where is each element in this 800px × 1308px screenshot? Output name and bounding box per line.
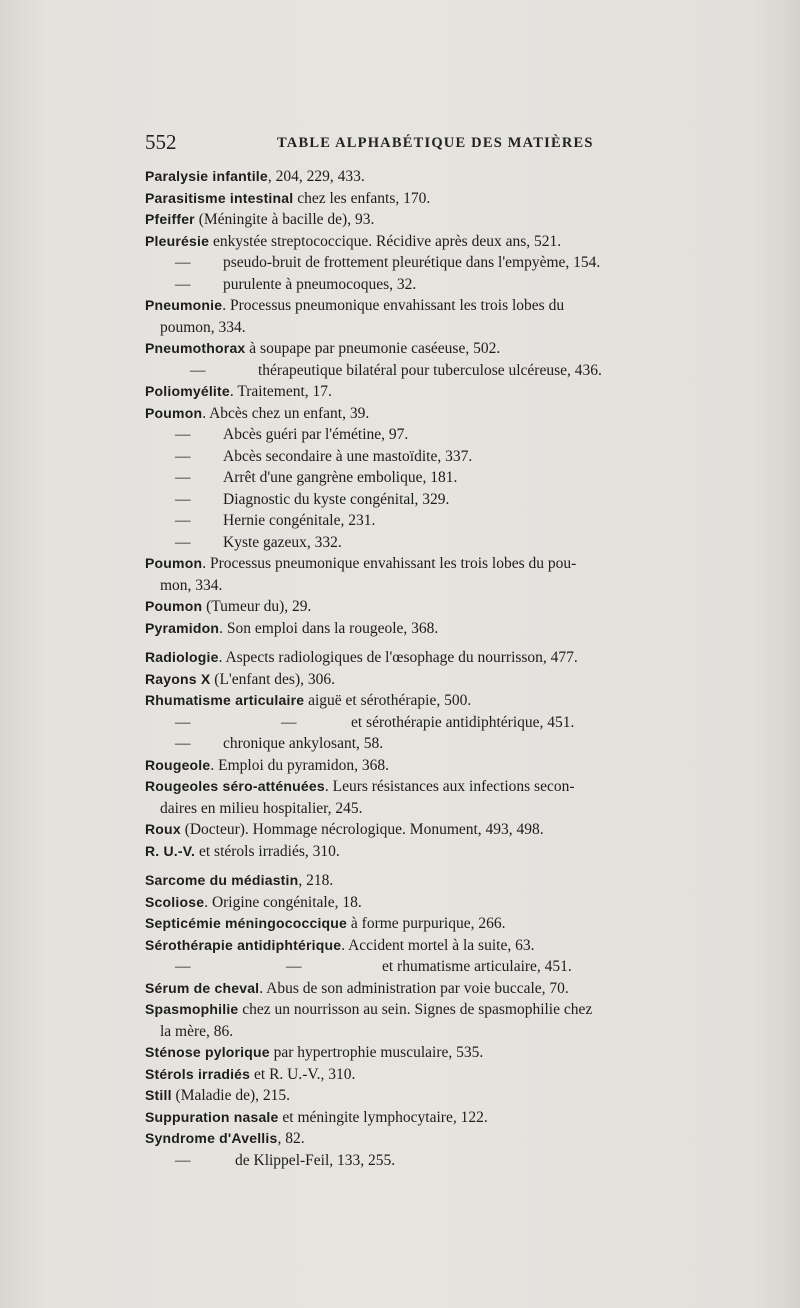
entry-text: Abcès guéri par l'émétine, 97. [223,426,409,443]
entry-keyword: Stérols irradiés [145,1065,251,1082]
entry-text: à soupape par pneumonie caséeuse, 502. [245,340,501,357]
index-entry [0,1128,800,1150]
index-entry [0,1107,800,1129]
entry-keyword: Rayons X [145,670,211,687]
entry-keyword: Sérothérapie antidiphtérique [145,936,342,953]
running-title: TABLE ALPHABÉTIQUE DES MATIÈRES [277,135,594,151]
entry-text: chronique ankylosant, 58. [223,735,384,752]
index-entry [0,575,800,597]
entry-keyword: Scoliose [145,893,205,910]
entry-text: . Origine congénitale, 18. [204,893,362,911]
entry-keyword: Parasitisme intestinal [145,189,294,206]
entry-text: thérapeutique bilatéral pour tuberculose ulcéreuse, 436. [258,361,602,379]
entry-text: chez un nourrisson au sein. Signes de spasmophilie chez [238,1001,593,1018]
entry-text: daires en milieu hospitalier, 245. [160,799,363,817]
entry-keyword: Pleurésie [145,232,210,249]
entry-text: et stérols irradiés, 310. [195,842,340,860]
index-entries [0,166,800,1171]
ditto-dash: — [286,958,302,975]
entry-text: et rhumatisme articulaire, 451. [382,958,572,975]
entry-keyword: Rougeoles séro-atténuées [145,778,325,794]
entry-text: , 82. [277,1130,305,1147]
index-entry [0,188,800,210]
entry-text: (Maladie de), 215. [171,1087,291,1104]
index-entry [0,1064,800,1086]
index-entry [0,1085,800,1107]
ditto-dash: — [190,361,206,379]
entry-keyword: Rougeole [145,756,211,773]
entry-keyword: Roux [145,821,181,837]
index-entry [0,553,800,575]
ditto-dash: — [175,735,191,752]
entry-text: , 218. [298,872,334,889]
entry-text: mon, 334. [160,576,223,594]
ditto-dash: — [175,426,191,443]
entry-text: Abcès secondaire à une mastoïdite, 337. [223,447,473,465]
index-entry [0,1150,800,1172]
ditto-dash: — [175,447,191,465]
entry-text: . Processus pneumonique envahissant les trois lobes du [222,297,565,314]
index-entry [0,360,800,382]
index-entry [0,489,800,511]
entry-text: . Accident mortel à la suite, 63. [341,936,535,954]
index-entry [0,1042,800,1064]
entry-text: Kyste gazeux, 332. [223,533,342,551]
index-entry [0,956,800,978]
entry-keyword: Poumon [145,404,203,421]
entry-text: . Abcès chez un enfant, 39. [202,404,370,422]
entry-text: poumon, 334. [160,318,246,336]
entry-text: . Leurs résistances aux infections secon- [324,778,575,795]
entry-keyword: Pneumothorax [145,340,246,356]
ditto-dash: — [175,490,191,508]
entry-keyword: Radiologie [145,649,219,665]
index-entry [0,424,800,446]
ditto-dash: — [175,512,191,529]
ditto-dash: — [175,469,191,486]
entry-text: et R. U.-V., 310. [250,1065,356,1083]
index-entry [0,776,800,798]
entry-text: . Son emploi dans la rougeole, 368. [219,619,439,637]
index-entry [0,274,800,296]
entry-keyword: Pyramidon [145,619,220,636]
index-entry [0,467,800,489]
index-entry [0,841,800,863]
entry-text: (Méningite à bacille de), 93. [194,211,375,228]
entry-text: aiguë et sérothérapie, 500. [304,692,472,709]
entry-text: . Traitement, 17. [229,383,332,400]
index-entry [0,403,800,425]
index-entry [0,892,800,914]
index-entry [0,446,800,468]
index-entry [0,647,800,669]
page-header [145,130,745,154]
entry-text: . Aspects radiologiques de l'œsophage du nourrisson, 477. [218,649,578,666]
index-entry [0,338,800,360]
entry-keyword: Syndrome d'Avellis [145,1130,278,1146]
entry-keyword: Sténose pylorique [145,1044,270,1060]
entry-keyword: Pfeiffer [145,211,195,227]
entry-keyword: Septicémie méningococcique [145,915,348,931]
index-entry [0,209,800,231]
ditto-dash: — [175,713,191,731]
entry-text: (Docteur). Hommage nécrologique. Monument, 493, 498. [180,821,544,838]
index-entry [0,913,800,935]
index-entry [0,295,800,317]
entry-text: . Abus de son administration par voie buccale, 70. [259,979,569,997]
index-entry [0,669,800,691]
entry-keyword: R. U.-V. [145,842,196,859]
index-entry [0,999,800,1021]
index-entry [0,798,800,820]
entry-text: (L'enfant des), 306. [210,670,336,688]
index-entry [0,166,800,188]
ditto-dash: — [281,713,297,731]
entry-text: Diagnostic du kyste congénital, 329. [223,490,450,508]
entry-keyword: Paralysie infantile [145,168,268,184]
entry-keyword: Still [145,1087,172,1103]
index-entry [0,870,800,892]
index-entry [0,618,800,640]
index-entry [0,733,800,755]
ditto-dash: — [175,533,191,551]
entry-text: , 204, 229, 433. [267,168,365,185]
entry-text: (Tumeur du), 29. [202,598,312,615]
index-entry [0,252,800,274]
ditto-dash: — [175,275,191,293]
entry-text: chez les enfants, 170. [293,189,431,207]
entry-text: la mère, 86. [160,1022,234,1040]
index-entry [0,381,800,403]
entry-keyword: Poumon [145,598,203,614]
entry-text: à forme purpurique, 266. [347,915,506,932]
ditto-dash: — [175,958,191,975]
index-entry [0,712,800,734]
index-entry [0,978,800,1000]
entry-keyword: Pneumonie [145,297,223,313]
index-entry [0,690,800,712]
entry-keyword: Poumon [145,555,203,571]
entry-keyword: Sarcome du médiastin [145,872,299,888]
entry-text: . Emploi du pyramidon, 368. [210,756,390,774]
index-entry [0,317,800,339]
entry-text: enkystée streptococcique. Récidive après deux ans, 521. [209,232,562,250]
entry-keyword: Suppuration nasale [145,1108,279,1125]
entry-keyword: Rhumatisme articulaire [145,692,305,708]
entry-text: et méningite lymphocytaire, 122. [278,1108,488,1126]
entry-keyword: Sérum de cheval [145,979,260,996]
index-entry [0,532,800,554]
ditto-dash: — [175,1151,191,1169]
entry-text: Hernie congénitale, 231. [223,512,376,529]
entry-text: . Processus pneumonique envahissant les trois lobes du pou- [202,555,577,572]
index-entry [0,755,800,777]
entry-text: de Klippel-Feil, 133, 255. [235,1151,396,1169]
entry-text: par hypertrophie musculaire, 535. [269,1044,484,1061]
index-entry [0,935,800,957]
entry-text: et sérothérapie antidiphtérique, 451. [351,713,575,731]
entry-text: pseudo-bruit de frottement pleurétique dans l'empyème, 154. [223,254,601,271]
index-entry [0,596,800,618]
index-entry [0,231,800,253]
entry-keyword: Poliomyélite [145,383,230,399]
entry-text: purulente à pneumocoques, 32. [223,275,417,293]
ditto-dash: — [175,254,191,271]
entry-keyword: Spasmophilie [145,1001,239,1017]
index-entry [0,510,800,532]
index-entry [0,1021,800,1043]
index-entry [0,819,800,841]
entry-text: Arrêt d'une gangrène embolique, 181. [223,469,458,486]
page-number: 552 [145,130,177,154]
